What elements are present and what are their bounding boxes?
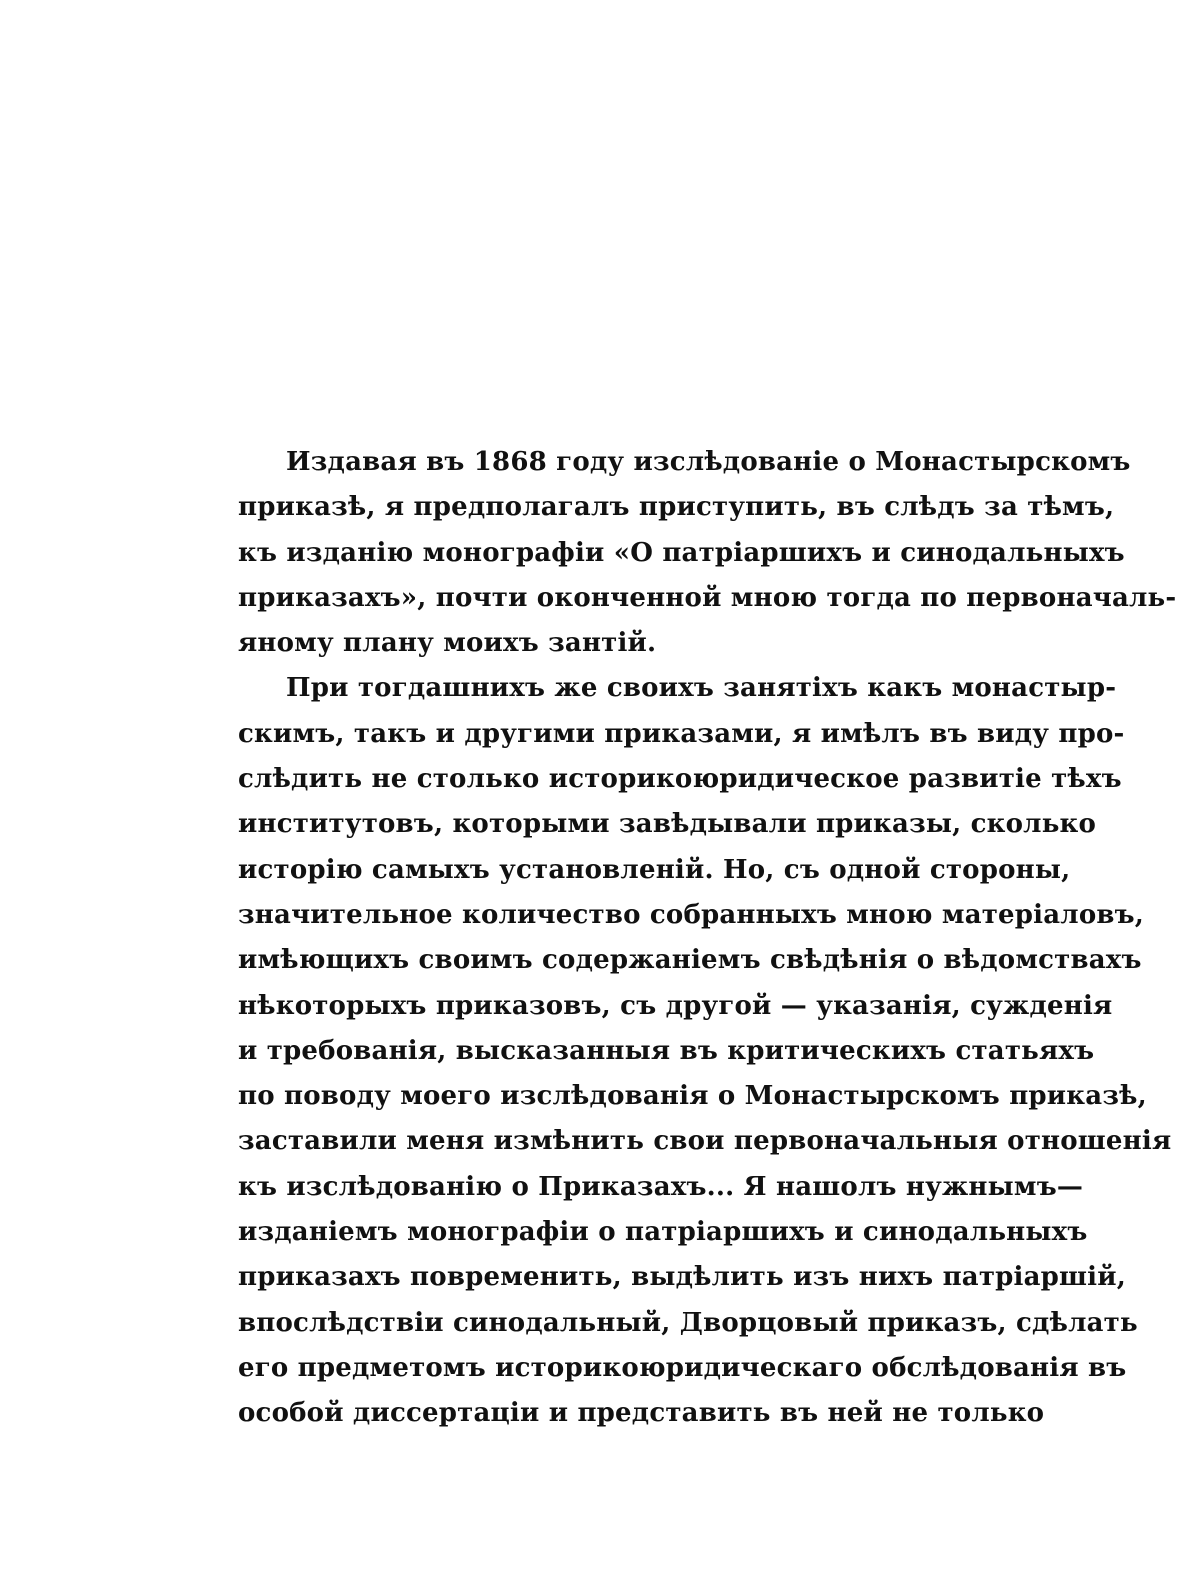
text-line: слѣдить не столько историкоюридическое развитіе тѣхъ — [238, 764, 1122, 795]
text-line: къ изданію монографіи «О патріаршихъ и синодальныхъ — [238, 537, 1125, 568]
text-line: приказахъ», почти оконченной мною тогда по первоначаль- — [238, 582, 1177, 613]
text-line: впослѣдствіи синодальный, Дворцовый приказъ, сдѣлать — [238, 1307, 1138, 1338]
text-line: значительное количество собранныхъ мною матеріаловъ, — [238, 899, 1145, 930]
text-line: заставили меня измѣнить свои первоначальныя отношенія — [238, 1126, 1172, 1157]
body-text — [238, 440, 1177, 1437]
text-line: приказѣ, я предполагалъ приступить, въ слѣдъ за тѣмъ, — [238, 492, 1115, 523]
text-line: яному плану моихъ зантій. — [238, 628, 657, 659]
text-line: къ изслѣдованію о Приказахъ... Я нашолъ нужнымъ— — [238, 1171, 1084, 1202]
text-line: особой диссертаціи и представить въ ней не только — [238, 1398, 1045, 1429]
text-line: исторію самыхъ установленій. Но, съ одной стороны, — [238, 854, 1071, 885]
text-line: институтовъ, которыми завѣдывали приказы, сколько — [238, 809, 1097, 840]
text-line: по поводу моего изслѣдованія о Монастырскомъ приказѣ, — [238, 1081, 1147, 1112]
text-line: нѣкоторыхъ приказовъ, съ другой — указанія, сужденія — [238, 990, 1113, 1021]
text-line: скимъ, такъ и другими приказами, я имѣлъ въ виду про- — [238, 718, 1125, 749]
text-line: приказахъ повременить, выдѣлить изъ нихъ патріаршій, — [238, 1262, 1126, 1293]
text-line: При тогдашнихъ же своихъ занятіхъ какъ монастыр- — [286, 673, 1117, 704]
text-line: его предметомъ историкоюридическаго обслѣдованія въ — [238, 1352, 1127, 1383]
text-line: имѣющихъ своимъ содержаніемъ свѣдѣнія о вѣдомствахъ — [238, 945, 1142, 976]
text-line: изданіемъ монографіи о патріаршихъ и синодальныхъ — [238, 1217, 1088, 1248]
text-line: Издавая въ 1868 году изслѣдованіе о Монастырскомъ — [286, 447, 1131, 477]
text-line: и требованія, высказанныя въ критическихъ статьяхъ — [238, 1035, 1095, 1066]
